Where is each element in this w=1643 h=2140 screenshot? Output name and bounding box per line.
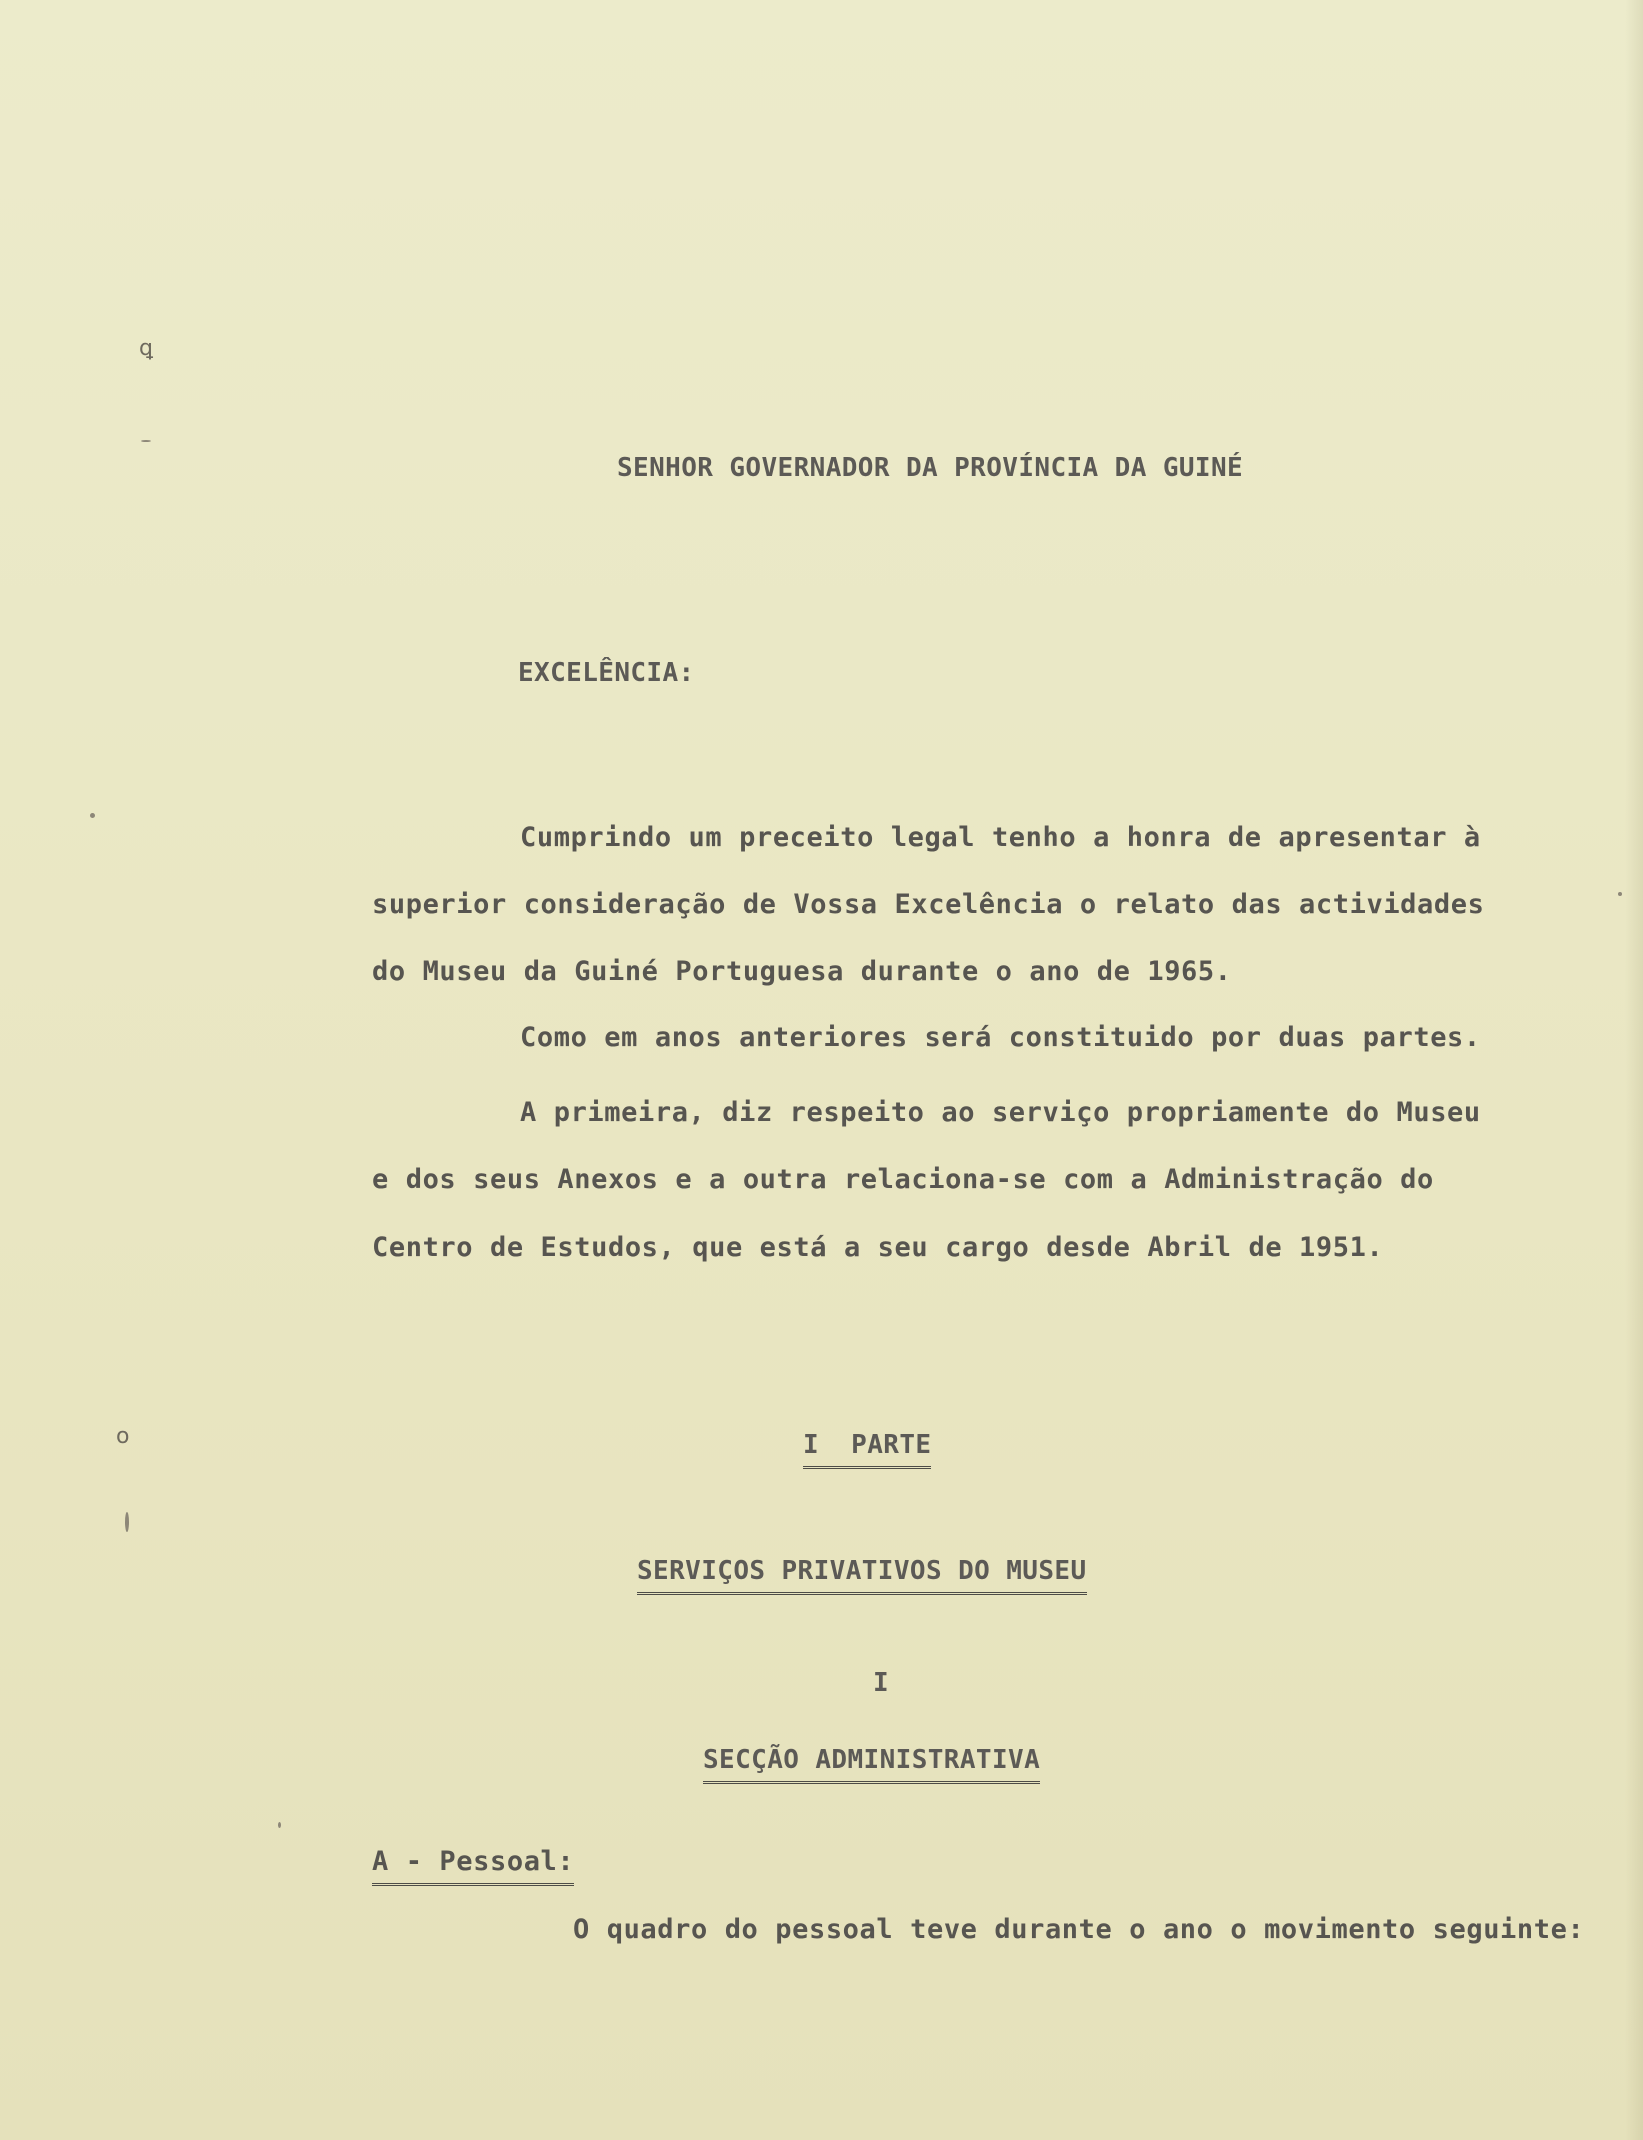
third-paragraph-line-1: A primeira, diz respeito ao serviço propriamente do Museu <box>520 1097 1481 1128</box>
subsection-heading: A - Pessoal: <box>372 1847 574 1886</box>
part-heading: I PARTE <box>803 1430 931 1469</box>
third-paragraph-line-3: Centro de Estudos, que está a seu cargo desde Abril de 1951. <box>372 1232 1384 1263</box>
intro-paragraph-line-1: Cumprindo um preceito legal tenho a honra de apresentar à <box>520 822 1481 853</box>
paper-speck <box>90 813 95 818</box>
paper-speck <box>125 1512 129 1532</box>
paper-speck <box>1618 892 1622 896</box>
punch-hole-mark-top: ꝗ <box>139 336 153 361</box>
section-number: I <box>873 1668 890 1698</box>
third-paragraph-line-2: e dos seus Anexos e a outra relaciona-se com a Administração do <box>372 1164 1434 1195</box>
paper-speck <box>278 1822 281 1828</box>
punch-hole-mark-middle: o <box>116 1424 130 1449</box>
part-title: SERVIÇOS PRIVATIVOS DO MUSEU <box>637 1556 1087 1595</box>
salutation: EXCELÊNCIA: <box>518 658 695 688</box>
second-paragraph: Como em anos anteriores será constituido por duas partes. <box>520 1022 1481 1053</box>
intro-paragraph-line-3: do Museu da Guiné Portuguesa durante o ano de 1965. <box>372 956 1232 987</box>
paper-speck <box>141 440 151 442</box>
intro-paragraph-line-2: superior consideração de Vossa Excelência o relato das actividades <box>372 889 1485 920</box>
section-title: SECÇÃO ADMINISTRATIVA <box>703 1745 1040 1784</box>
addressee-line: SENHOR GOVERNADOR DA PROVÍNCIA DA GUINÉ <box>617 453 1244 483</box>
subsection-text: O quadro do pessoal teve durante o ano o movimento seguinte: <box>573 1914 1585 1945</box>
